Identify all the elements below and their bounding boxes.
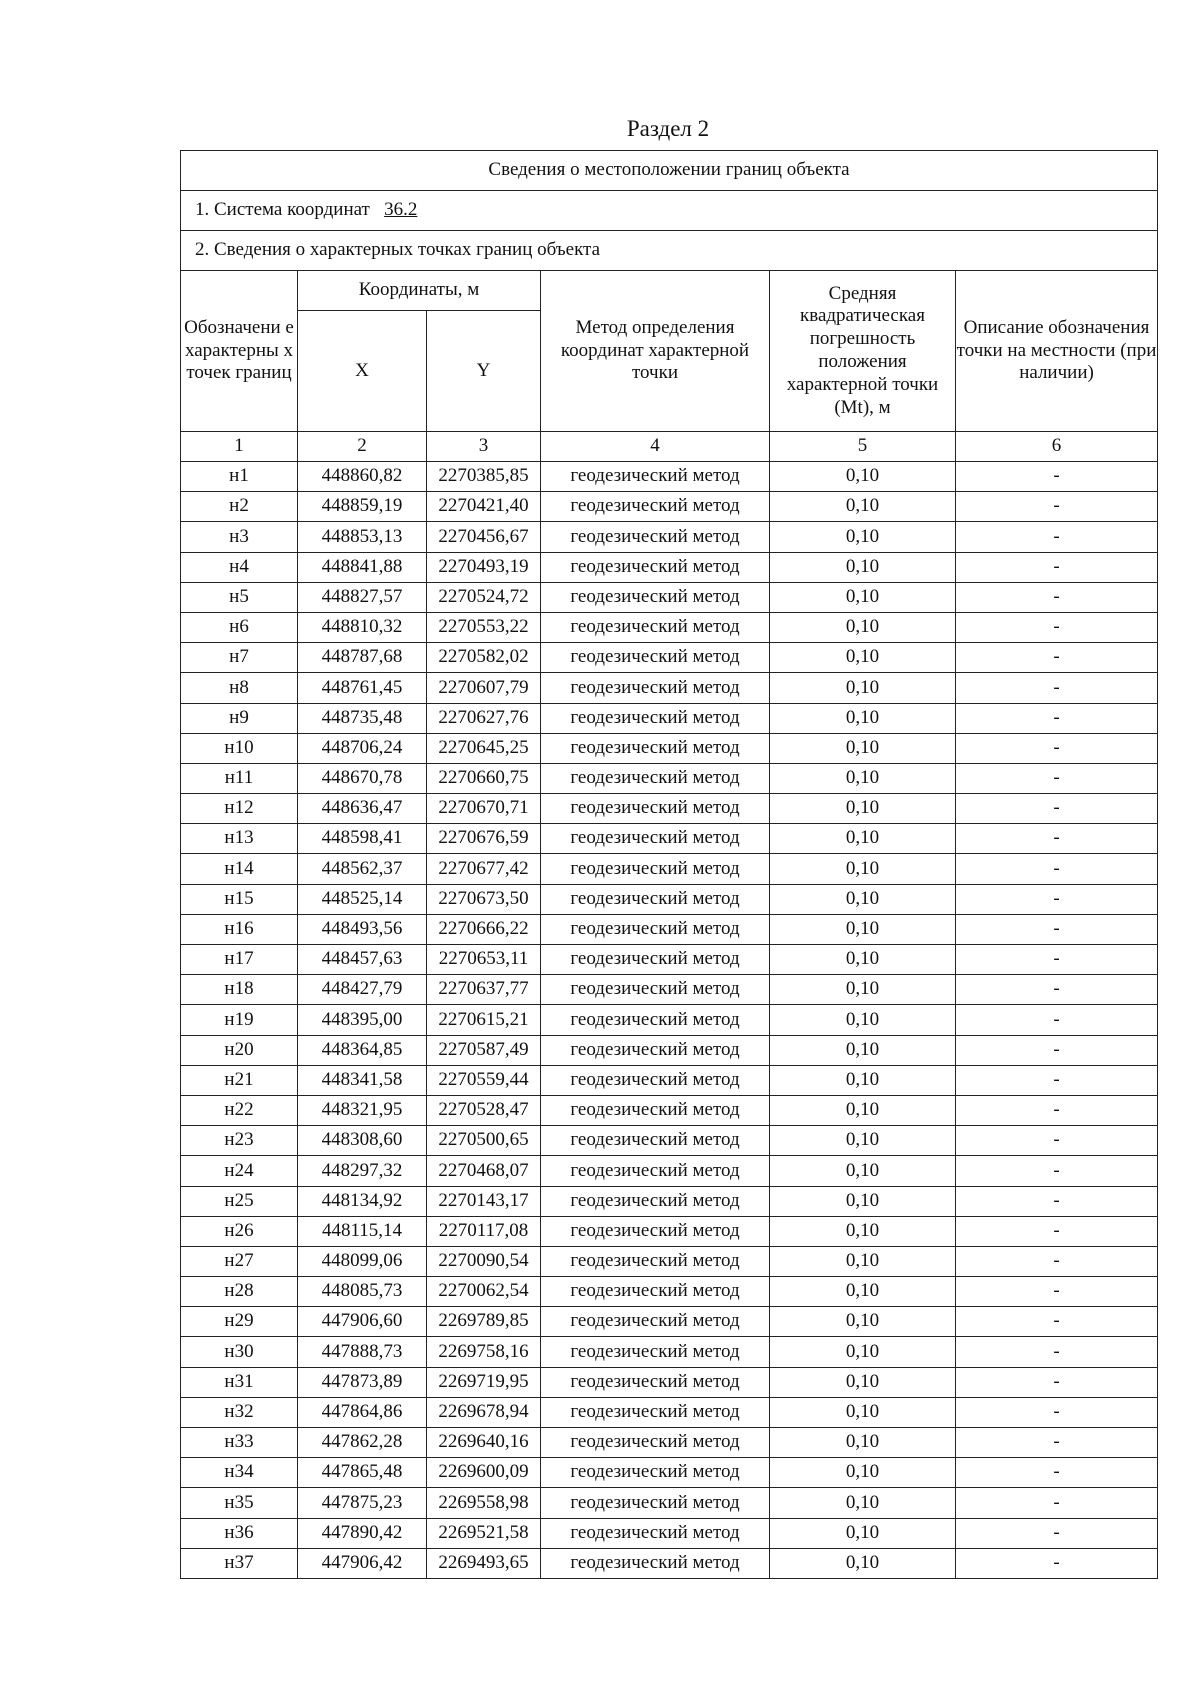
coord-x: 448364,85 — [298, 1035, 427, 1065]
table-row — [181, 945, 1158, 975]
coord-y: 2269719,95 — [427, 1367, 541, 1397]
error-cell: 0,10 — [770, 643, 956, 673]
table-row — [181, 1065, 1158, 1095]
method-cell: геодезический метод — [541, 582, 770, 612]
table-row — [181, 733, 1158, 763]
column-number: 1 — [181, 432, 298, 462]
header-title: Сведения о местоположении границ объекта — [181, 151, 1158, 191]
point-id: н6 — [181, 612, 298, 642]
coord-y: 2270385,85 — [427, 462, 541, 492]
coord-y: 2269600,09 — [427, 1458, 541, 1488]
table-row — [181, 1518, 1158, 1548]
coord-x: 448085,73 — [298, 1277, 427, 1307]
coord-y: 2269493,65 — [427, 1548, 541, 1578]
description-cell: - — [956, 612, 1158, 642]
method-cell: геодезический метод — [541, 914, 770, 944]
column-number: 4 — [541, 432, 770, 462]
table-row — [181, 1216, 1158, 1246]
method-cell: геодезический метод — [541, 1156, 770, 1186]
method-cell: геодезический метод — [541, 1488, 770, 1518]
coord-y: 2270090,54 — [427, 1246, 541, 1276]
coord-y: 2270653,11 — [427, 945, 541, 975]
description-cell: - — [956, 673, 1158, 703]
table-row — [181, 1246, 1158, 1276]
description-cell: - — [956, 1488, 1158, 1518]
method-cell: геодезический метод — [541, 763, 770, 793]
coord-y: 2270666,22 — [427, 914, 541, 944]
description-cell: - — [956, 884, 1158, 914]
table-row — [181, 492, 1158, 522]
point-id: н26 — [181, 1216, 298, 1246]
coord-x: 447875,23 — [298, 1488, 427, 1518]
coord-system-label: 1. Система координат — [195, 199, 370, 221]
error-cell: 0,10 — [770, 1065, 956, 1095]
method-cell: геодезический метод — [541, 1307, 770, 1337]
description-cell: - — [956, 462, 1158, 492]
error-cell: 0,10 — [770, 1367, 956, 1397]
description-cell: - — [956, 733, 1158, 763]
method-cell: геодезический метод — [541, 1367, 770, 1397]
method-cell: геодезический метод — [541, 1428, 770, 1458]
coord-y: 2270673,50 — [427, 884, 541, 914]
point-id: н2 — [181, 492, 298, 522]
coord-x: 448735,48 — [298, 703, 427, 733]
description-cell: - — [956, 492, 1158, 522]
table-row — [181, 914, 1158, 944]
coord-y: 2269521,58 — [427, 1518, 541, 1548]
description-cell: - — [956, 1277, 1158, 1307]
table-row — [181, 1005, 1158, 1035]
table-row — [181, 522, 1158, 552]
description-cell: - — [956, 914, 1158, 944]
coord-x: 448525,14 — [298, 884, 427, 914]
coord-x: 447862,28 — [298, 1428, 427, 1458]
coord-x: 448115,14 — [298, 1216, 427, 1246]
table-row — [181, 1337, 1158, 1367]
method-cell: геодезический метод — [541, 794, 770, 824]
description-cell: - — [956, 1065, 1158, 1095]
coord-x: 448427,79 — [298, 975, 427, 1005]
error-cell: 0,10 — [770, 492, 956, 522]
coord-x: 448706,24 — [298, 733, 427, 763]
error-cell: 0,10 — [770, 794, 956, 824]
point-id: н31 — [181, 1367, 298, 1397]
coord-x: 447906,60 — [298, 1307, 427, 1337]
point-id: н27 — [181, 1246, 298, 1276]
table-row — [181, 673, 1158, 703]
coord-y: 2270528,47 — [427, 1095, 541, 1125]
method-cell: геодезический метод — [541, 824, 770, 854]
col-y-header: Y — [427, 311, 541, 432]
table-row — [181, 1126, 1158, 1156]
description-cell: - — [956, 763, 1158, 793]
col-description-header: Описание обозначения точки на местности (при наличии) — [956, 271, 1158, 432]
error-cell: 0,10 — [770, 1548, 956, 1578]
point-id: н14 — [181, 854, 298, 884]
method-cell: геодезический метод — [541, 1337, 770, 1367]
coord-system-row — [181, 191, 1158, 231]
error-cell: 0,10 — [770, 552, 956, 582]
coord-y: 2269678,94 — [427, 1397, 541, 1427]
coord-system-value: 36.2 — [384, 199, 418, 221]
description-cell: - — [956, 794, 1158, 824]
description-cell: - — [956, 1156, 1158, 1186]
boundary-table — [180, 150, 1158, 1579]
description-cell: - — [956, 1095, 1158, 1125]
coord-x: 448859,19 — [298, 492, 427, 522]
description-cell: - — [956, 1216, 1158, 1246]
table-row — [181, 582, 1158, 612]
description-cell: - — [956, 824, 1158, 854]
error-cell: 0,10 — [770, 462, 956, 492]
point-id: н32 — [181, 1397, 298, 1427]
method-cell: геодезический метод — [541, 1126, 770, 1156]
coord-y: 2270627,76 — [427, 703, 541, 733]
point-id: н37 — [181, 1548, 298, 1578]
coord-x: 448787,68 — [298, 643, 427, 673]
description-cell: - — [956, 1126, 1158, 1156]
point-id: н7 — [181, 643, 298, 673]
coord-x: 447890,42 — [298, 1518, 427, 1548]
error-cell: 0,10 — [770, 1277, 956, 1307]
column-number-row — [181, 432, 1158, 462]
description-cell: - — [956, 1428, 1158, 1458]
point-id: н12 — [181, 794, 298, 824]
points-info-label: 2. Сведения о характерных точках границ объекта — [181, 231, 1158, 271]
coord-y: 2269640,16 — [427, 1428, 541, 1458]
description-cell: - — [956, 1186, 1158, 1216]
table-row — [181, 1397, 1158, 1427]
table-row — [181, 643, 1158, 673]
coord-y: 2270143,17 — [427, 1186, 541, 1216]
method-cell: геодезический метод — [541, 1005, 770, 1035]
coord-x: 448099,06 — [298, 1246, 427, 1276]
point-id: н5 — [181, 582, 298, 612]
description-cell: - — [956, 522, 1158, 552]
error-cell: 0,10 — [770, 1126, 956, 1156]
description-cell: - — [956, 1518, 1158, 1548]
point-id: н21 — [181, 1065, 298, 1095]
column-number: 3 — [427, 432, 541, 462]
coord-y: 2270670,71 — [427, 794, 541, 824]
error-cell: 0,10 — [770, 673, 956, 703]
description-cell: - — [956, 1548, 1158, 1578]
error-cell: 0,10 — [770, 1518, 956, 1548]
point-id: н28 — [181, 1277, 298, 1307]
description-cell: - — [956, 1035, 1158, 1065]
table-row — [181, 1488, 1158, 1518]
coord-y: 2269789,85 — [427, 1307, 541, 1337]
error-cell: 0,10 — [770, 975, 956, 1005]
point-id: н9 — [181, 703, 298, 733]
error-cell: 0,10 — [770, 854, 956, 884]
description-cell: - — [956, 854, 1158, 884]
point-id: н22 — [181, 1095, 298, 1125]
description-cell: - — [956, 1367, 1158, 1397]
point-id: н11 — [181, 763, 298, 793]
coord-y: 2270456,67 — [427, 522, 541, 552]
method-cell: геодезический метод — [541, 1246, 770, 1276]
table-row — [181, 854, 1158, 884]
coord-x: 448860,82 — [298, 462, 427, 492]
error-cell: 0,10 — [770, 582, 956, 612]
method-cell: геодезический метод — [541, 1548, 770, 1578]
table-row — [181, 1367, 1158, 1397]
coord-y: 2270553,22 — [427, 612, 541, 642]
error-cell: 0,10 — [770, 1397, 956, 1427]
method-cell: геодезический метод — [541, 733, 770, 763]
description-cell: - — [956, 582, 1158, 612]
table-row — [181, 1428, 1158, 1458]
point-id: н8 — [181, 673, 298, 703]
error-cell: 0,10 — [770, 945, 956, 975]
point-id: н30 — [181, 1337, 298, 1367]
point-id: н3 — [181, 522, 298, 552]
point-id: н16 — [181, 914, 298, 944]
method-cell: геодезический метод — [541, 492, 770, 522]
coord-y: 2270500,65 — [427, 1126, 541, 1156]
section-title: Раздел 2 — [626, 116, 710, 141]
table-row — [181, 1548, 1158, 1578]
coord-y: 2270615,21 — [427, 1005, 541, 1035]
point-id: н36 — [181, 1518, 298, 1548]
method-cell: геодезический метод — [541, 1186, 770, 1216]
description-cell: - — [956, 945, 1158, 975]
coord-y: 2270677,42 — [427, 854, 541, 884]
error-cell: 0,10 — [770, 733, 956, 763]
error-cell: 0,10 — [770, 1307, 956, 1337]
error-cell: 0,10 — [770, 612, 956, 642]
table-row — [181, 1035, 1158, 1065]
table-row — [181, 1186, 1158, 1216]
coord-y: 2270062,54 — [427, 1277, 541, 1307]
column-number: 5 — [770, 432, 956, 462]
description-cell: - — [956, 975, 1158, 1005]
description-cell: - — [956, 703, 1158, 733]
table-row — [181, 975, 1158, 1005]
coord-x: 448810,32 — [298, 612, 427, 642]
method-cell: геодезический метод — [541, 1518, 770, 1548]
point-id: н25 — [181, 1186, 298, 1216]
table-row — [181, 1156, 1158, 1186]
error-cell: 0,10 — [770, 522, 956, 552]
table-row — [181, 1277, 1158, 1307]
table-row — [181, 1095, 1158, 1125]
coord-x: 448134,92 — [298, 1186, 427, 1216]
point-id: н33 — [181, 1428, 298, 1458]
method-cell: геодезический метод — [541, 884, 770, 914]
table-row — [181, 824, 1158, 854]
coord-y: 2270676,59 — [427, 824, 541, 854]
method-cell: геодезический метод — [541, 1458, 770, 1488]
point-id: н1 — [181, 462, 298, 492]
coord-x: 448562,37 — [298, 854, 427, 884]
point-id: н4 — [181, 552, 298, 582]
method-cell: геодезический метод — [541, 1065, 770, 1095]
coord-x: 447864,86 — [298, 1397, 427, 1427]
error-cell: 0,10 — [770, 1488, 956, 1518]
col-method-header: Метод определения координат характерной точки — [541, 271, 770, 432]
point-id: н20 — [181, 1035, 298, 1065]
point-id: н34 — [181, 1458, 298, 1488]
point-id: н15 — [181, 884, 298, 914]
error-cell: 0,10 — [770, 1246, 956, 1276]
method-cell: геодезический метод — [541, 552, 770, 582]
point-id: н24 — [181, 1156, 298, 1186]
method-cell: геодезический метод — [541, 945, 770, 975]
table-row — [181, 1307, 1158, 1337]
coord-y: 2270117,08 — [427, 1216, 541, 1246]
method-cell: геодезический метод — [541, 643, 770, 673]
point-id: н18 — [181, 975, 298, 1005]
coord-y: 2270587,49 — [427, 1035, 541, 1065]
coord-x: 448297,32 — [298, 1156, 427, 1186]
method-cell: геодезический метод — [541, 612, 770, 642]
coord-x: 448853,13 — [298, 522, 427, 552]
coord-x: 448636,47 — [298, 794, 427, 824]
point-id: н19 — [181, 1005, 298, 1035]
method-cell: геодезический метод — [541, 1035, 770, 1065]
description-cell: - — [956, 1246, 1158, 1276]
coord-y: 2269558,98 — [427, 1488, 541, 1518]
table-row — [181, 552, 1158, 582]
coord-x: 448841,88 — [298, 552, 427, 582]
error-cell: 0,10 — [770, 1428, 956, 1458]
column-number: 2 — [298, 432, 427, 462]
coord-x: 448457,63 — [298, 945, 427, 975]
coord-y: 2270582,02 — [427, 643, 541, 673]
description-cell: - — [956, 552, 1158, 582]
error-cell: 0,10 — [770, 1005, 956, 1035]
table-row — [181, 884, 1158, 914]
error-cell: 0,10 — [770, 1035, 956, 1065]
error-cell: 0,10 — [770, 1216, 956, 1246]
coord-y: 2270493,19 — [427, 552, 541, 582]
coord-x: 448598,41 — [298, 824, 427, 854]
method-cell: геодезический метод — [541, 975, 770, 1005]
description-cell: - — [956, 1458, 1158, 1488]
table-row — [181, 462, 1158, 492]
point-id: н10 — [181, 733, 298, 763]
coord-x: 447865,48 — [298, 1458, 427, 1488]
error-cell: 0,10 — [770, 1458, 956, 1488]
point-id: н23 — [181, 1126, 298, 1156]
point-id: н35 — [181, 1488, 298, 1518]
error-cell: 0,10 — [770, 824, 956, 854]
error-cell: 0,10 — [770, 763, 956, 793]
coord-y: 2270607,79 — [427, 673, 541, 703]
method-cell: геодезический метод — [541, 1397, 770, 1427]
coord-x: 448493,56 — [298, 914, 427, 944]
coord-y: 2270468,07 — [427, 1156, 541, 1186]
coord-y: 2270637,77 — [427, 975, 541, 1005]
error-cell: 0,10 — [770, 703, 956, 733]
col-x-header: X — [298, 311, 427, 432]
coord-x: 447906,42 — [298, 1548, 427, 1578]
col-error-header: Средняя квадратическая погрешность положения характерной точки (Mt), м — [770, 271, 956, 432]
description-cell: - — [956, 1005, 1158, 1035]
coord-x: 447888,73 — [298, 1337, 427, 1367]
method-cell: геодезический метод — [541, 522, 770, 552]
coord-x: 448827,57 — [298, 582, 427, 612]
coord-y: 2270421,40 — [427, 492, 541, 522]
column-number: 6 — [956, 432, 1158, 462]
error-cell: 0,10 — [770, 1095, 956, 1125]
point-id: н13 — [181, 824, 298, 854]
coord-y: 2270645,25 — [427, 733, 541, 763]
method-cell: геодезический метод — [541, 854, 770, 884]
error-cell: 0,10 — [770, 1186, 956, 1216]
description-cell: - — [956, 1307, 1158, 1337]
col-designation-header: Обозначени е характерны х точек границ — [181, 271, 298, 432]
table-row — [181, 703, 1158, 733]
point-id: н17 — [181, 945, 298, 975]
error-cell: 0,10 — [770, 1156, 956, 1186]
method-cell: геодезический метод — [541, 1095, 770, 1125]
description-cell: - — [956, 1397, 1158, 1427]
coord-x: 447873,89 — [298, 1367, 427, 1397]
coord-x: 448670,78 — [298, 763, 427, 793]
method-cell: геодезический метод — [541, 1277, 770, 1307]
point-id: н29 — [181, 1307, 298, 1337]
table-row — [181, 763, 1158, 793]
description-cell: - — [956, 643, 1158, 673]
method-cell: геодезический метод — [541, 462, 770, 492]
table-row — [181, 794, 1158, 824]
method-cell: геодезический метод — [541, 703, 770, 733]
coord-x: 448395,00 — [298, 1005, 427, 1035]
error-cell: 0,10 — [770, 914, 956, 944]
table-row — [181, 612, 1158, 642]
coord-x: 448761,45 — [298, 673, 427, 703]
coord-x: 448308,60 — [298, 1126, 427, 1156]
coord-x: 448321,95 — [298, 1095, 427, 1125]
coord-y: 2270524,72 — [427, 582, 541, 612]
method-cell: геодезический метод — [541, 673, 770, 703]
error-cell: 0,10 — [770, 884, 956, 914]
method-cell: геодезический метод — [541, 1216, 770, 1246]
coord-x: 448341,58 — [298, 1065, 427, 1095]
col-coords-header: Координаты, м — [298, 271, 541, 311]
coord-y: 2270559,44 — [427, 1065, 541, 1095]
description-cell: - — [956, 1337, 1158, 1367]
table-row — [181, 1458, 1158, 1488]
coord-y: 2269758,16 — [427, 1337, 541, 1367]
error-cell: 0,10 — [770, 1337, 956, 1367]
coord-y: 2270660,75 — [427, 763, 541, 793]
